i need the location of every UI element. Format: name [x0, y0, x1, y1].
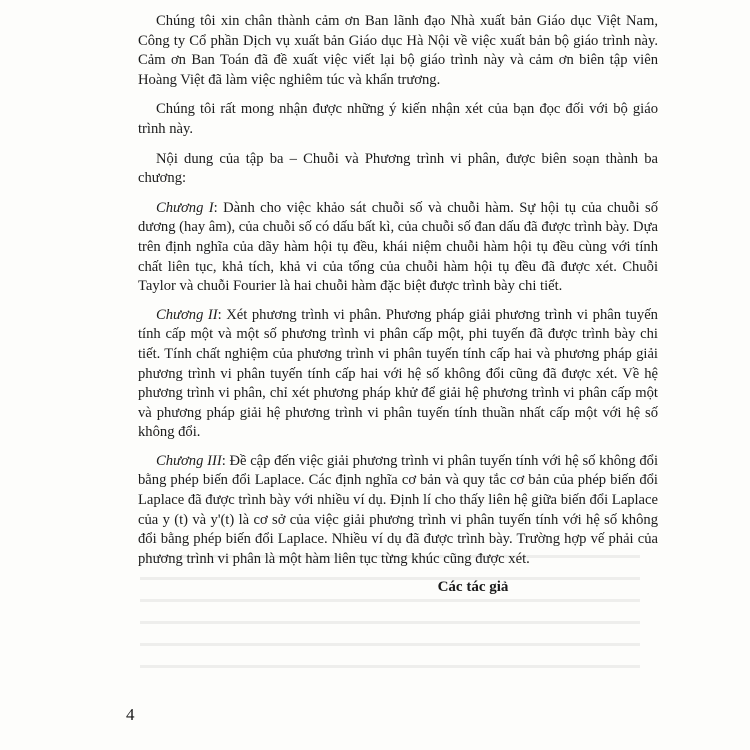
chapter-1-text: : Dành cho việc khảo sát chuỗi số và chuỗi hàm. Sự hội tụ của chuỗi số dương (hay âm), của chuỗi số có dấu bất kì, của chuỗi số đan dấu đã được trình bày. Dựa trên định nghĩa của dãy hàm hội tụ đều, khái niệm chuỗi hàm hội tụ đều cùng với tính chất liên tục, khả tích, khả vi của tổng của chuỗi hàm hội tụ đều đã được xét. Chuỗi Taylor và chuỗi Fourier là hai chuỗi hàm đặc biệt được trình bày chi tiết.	[138, 199, 658, 295]
paragraph-feedback: Chúng tôi rất mong nhận được những ý kiến nhận xét của bạn đọc đối với bộ giáo trình này.	[138, 101, 658, 137]
chapter-3-title: Chương III	[156, 452, 222, 469]
chapter-1-title: Chương I	[156, 199, 214, 216]
chapter-2-text: : Xét phương trình vi phân. Phương pháp giải phương trình vi phân tuyến tính cấp một và một số phương trình vi phân cấp một, phi tuyến đã được trình bày chi tiết. Tính chất nghiệm của phương trình vi phân tuyến tính cấp hai và phương pháp giải phương trình vi phân tuyến tính cấp hai với hệ số không đổi cũng đã được xét. Về hệ phương trình vi phân, chỉ xét phương pháp khử để giải hệ phương trình vi phân cấp một và phương pháp giải hệ phương trình vi phân tuyến tính thuần nhất cấp một với hệ số không đổi.	[138, 306, 658, 441]
page-number: 4	[126, 705, 135, 724]
paragraph-volume-intro: Nội dung của tập ba – Chuỗi và Phương trình vi phân, được biên soạn thành ba chương:	[138, 150, 658, 187]
authors-signature: Các tác giả	[437, 579, 509, 596]
paragraph-chapter-3	[138, 452, 658, 570]
paragraph-chapter-2	[138, 306, 658, 443]
page-body	[138, 12, 658, 598]
chapter-2-title: Chương II	[156, 306, 218, 323]
paragraph-acknowledgement: Chúng tôi xin chân thành cảm ơn Ban lãnh đạo Nhà xuất bản Giáo dục Việt Nam, Công ty Cổ phần Dịch vụ xuất bản Giáo dục Hà Nội về việc xuất bản bộ giáo trình này. Cảm ơn Ban Toán đã đề xuất việc viết lại bộ giáo trình này và cảm ơn biên tập viên Hoàng Việt đã làm việc nghiêm túc và khẩn trương.	[138, 13, 658, 88]
chapter-3-text: : Đề cập đến việc giải phương trình vi phân tuyến tính với hệ số không đổi bằng phép biến đổi Laplace. Các định nghĩa cơ bản và quy tắc cơ bản của phép biến đổi Laplace đã được trình bày với nhiều ví dụ. Định lí cho thấy liên hệ giữa biến đổi Laplace của y (t) và y'(t) là cơ sở của việc giải phương trình vi phân tuyến tính với hệ số không đổi bằng phép biến đổi Laplace. Nhiều ví dụ đã được trình bày. Trường hợp vế phải của phương trình vi phân là một hàm liên tục từng khúc cũng được xét.	[138, 452, 658, 567]
paragraph-chapter-1	[138, 199, 658, 297]
